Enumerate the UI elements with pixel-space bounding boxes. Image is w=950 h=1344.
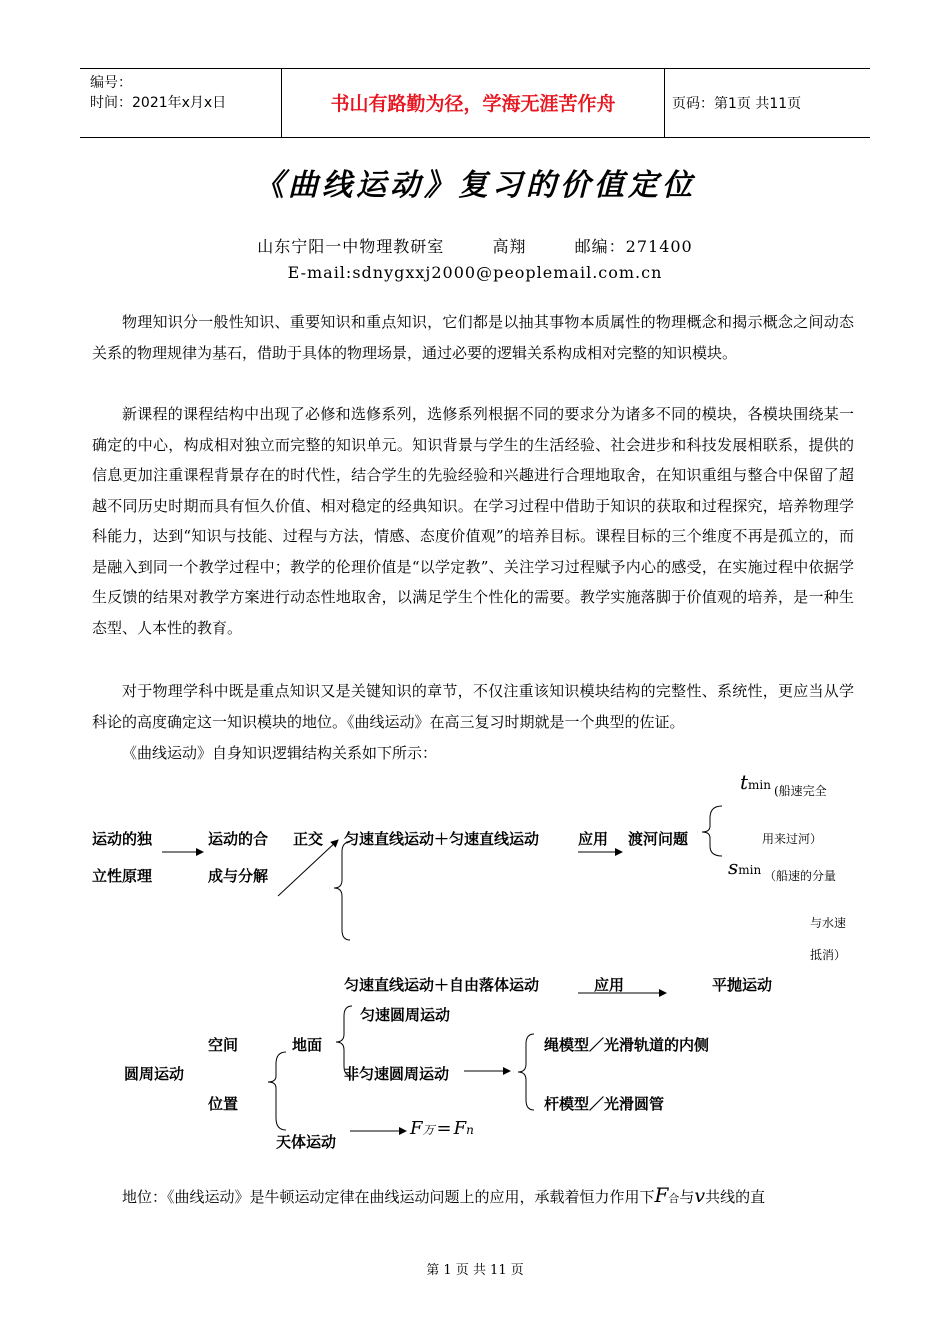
label-river: 渡河问题 xyxy=(628,830,689,848)
page-title: 《曲线运动》复习的价值定位 xyxy=(254,168,696,203)
symbol-tmin xyxy=(740,770,771,794)
position-paragraph xyxy=(122,1180,765,1214)
position-symbol-f: F xyxy=(654,1183,669,1207)
paragraph: 物理知识分一般性知识、重要知识和重点知识，它们都是以抽其事物本质属性的物理概念和揭示概念之间动态关系的物理规律为基石，借助于具体的物理场景，通过必要的逻辑关系构成相对完整的知识模块。 xyxy=(92,313,854,362)
smin-subscript: min xyxy=(738,863,762,877)
brace-decompose xyxy=(334,842,350,940)
formula-sub2: n xyxy=(466,1123,474,1137)
brace-circular xyxy=(268,1052,286,1130)
author-postcode: 邮编：271400 xyxy=(574,237,693,256)
label-ground: 地面 xyxy=(292,1036,323,1054)
label-nonuniform-circular: 非匀速圆周运动 xyxy=(344,1065,450,1083)
position-mid: 与 xyxy=(679,1188,695,1206)
tmin-note-1: (船速完全 xyxy=(774,784,827,798)
label-principle-2: 立性原理 xyxy=(92,867,153,885)
smin-note-2: 与水速 xyxy=(810,916,847,930)
tmin-note-2: 用来过河） xyxy=(762,832,823,846)
formula-f1: F xyxy=(410,1118,423,1139)
position-subscript: 合 xyxy=(668,1192,680,1205)
label-compose-1: 运动的合 xyxy=(208,830,269,848)
header-page-code: 页码：第1页 共11页 xyxy=(672,96,802,112)
formula-centripetal xyxy=(410,1118,474,1139)
label-celestial: 天体运动 xyxy=(276,1133,337,1151)
label-space-2: 位置 xyxy=(208,1095,239,1113)
tmin-symbol: t xyxy=(740,770,749,794)
label-uniform-plus-uniform: 匀速直线运动＋匀速直线运动 xyxy=(344,830,540,848)
author-email: E-mail:sdnygxxj2000@peoplemail.com.cn xyxy=(287,263,663,282)
label-projectile: 平抛运动 xyxy=(712,976,773,994)
header-time: 时间：2021年x月x日 xyxy=(90,95,227,111)
label-circular: 圆周运动 xyxy=(124,1065,185,1083)
paragraph: 《曲线运动》自身知识逻辑结构关系如下所示： xyxy=(122,744,438,762)
position-symbol-v: v xyxy=(694,1185,706,1207)
header-number: 编号： xyxy=(90,75,132,91)
label-rod-model: 杆模型／光滑圆管 xyxy=(544,1095,665,1113)
formula-eq: = xyxy=(436,1118,452,1139)
label-uniform-plus-fall: 匀速直线运动＋自由落体运动 xyxy=(344,976,540,994)
author-org: 山东宁阳一中物理教研室 xyxy=(257,237,445,256)
author-name: 高翔 xyxy=(492,237,527,256)
symbol-smin xyxy=(728,855,761,879)
brace-river xyxy=(702,806,722,856)
paragraph: 对于物理学科中既是重点知识又是关键知识的章节，不仅注重该知识模块结构的完整性、系统性，更应当从学科论的高度确定这一知识模块的地位。《曲线运动》在高三复习时期就是一个典型的佐证。 xyxy=(92,682,854,731)
header-motto: 书山有路勤为径，学海无涯苦作舟 xyxy=(330,93,616,115)
label-rope-model: 绳模型／光滑轨道的内侧 xyxy=(544,1036,710,1054)
label-apply-2: 应用 xyxy=(594,976,625,994)
position-text: 地位：《曲线运动》是牛顿运动定律在曲线运动问题上的应用，承载着恒力作用下 xyxy=(122,1188,655,1206)
smin-note-1: （船速的分量 xyxy=(764,869,837,883)
label-space-1: 空间 xyxy=(208,1036,239,1054)
position-end: 共线的直 xyxy=(705,1188,766,1206)
brace-models xyxy=(518,1034,534,1110)
label-uniform-circular: 匀速圆周运动 xyxy=(360,1006,451,1024)
label-compose-2: 成与分解 xyxy=(208,867,269,885)
paragraph: 新课程的课程结构中出现了必修和选修系列，选修系列根据不同的要求分为诸多不同的模块，各模块围绕某一确定的中心，构成相对独立而完整的知识单元。知识背景与学生的生活经验、社会进步和科技发展相联系，提供的信息更加注重课程背景存在的时代性，结合学生的先验经验和兴趣进行合理地取舍，在知识重组与整合中保留了超越不同历史时期而具有恒久价值、相对稳定的经典知识。在学习过程中借助于知识的获取和过程探究，培养物理学科能力，达到“知识与技能、过程与方法，情感、态度价值观”的培养目标。课程目标的三个维度不再是孤立的，而是融入到同一个教学过程中；教学的伦理价值是“以学定教”、关注学习过程赋予内心的感受，在实施过程中依据学生反馈的结果对教学方案进行动态性地取舍，以满足学生个性化的需要。教学实施落脚于价值观的培养，是一种生态型、人本性的教育。 xyxy=(92,405,854,637)
smin-note-3: 抵消） xyxy=(810,948,847,962)
smin-symbol: s xyxy=(728,855,739,879)
formula-f2: F xyxy=(453,1118,467,1139)
label-orthogonal: 正交 xyxy=(293,830,324,848)
label-principle-1: 运动的独 xyxy=(92,830,153,848)
page-footer: 第 1 页 共 11 页 xyxy=(426,1263,524,1278)
tmin-subscript: min xyxy=(748,778,771,792)
label-apply-1: 应用 xyxy=(578,830,609,848)
formula-sub1: 万 xyxy=(422,1123,435,1137)
